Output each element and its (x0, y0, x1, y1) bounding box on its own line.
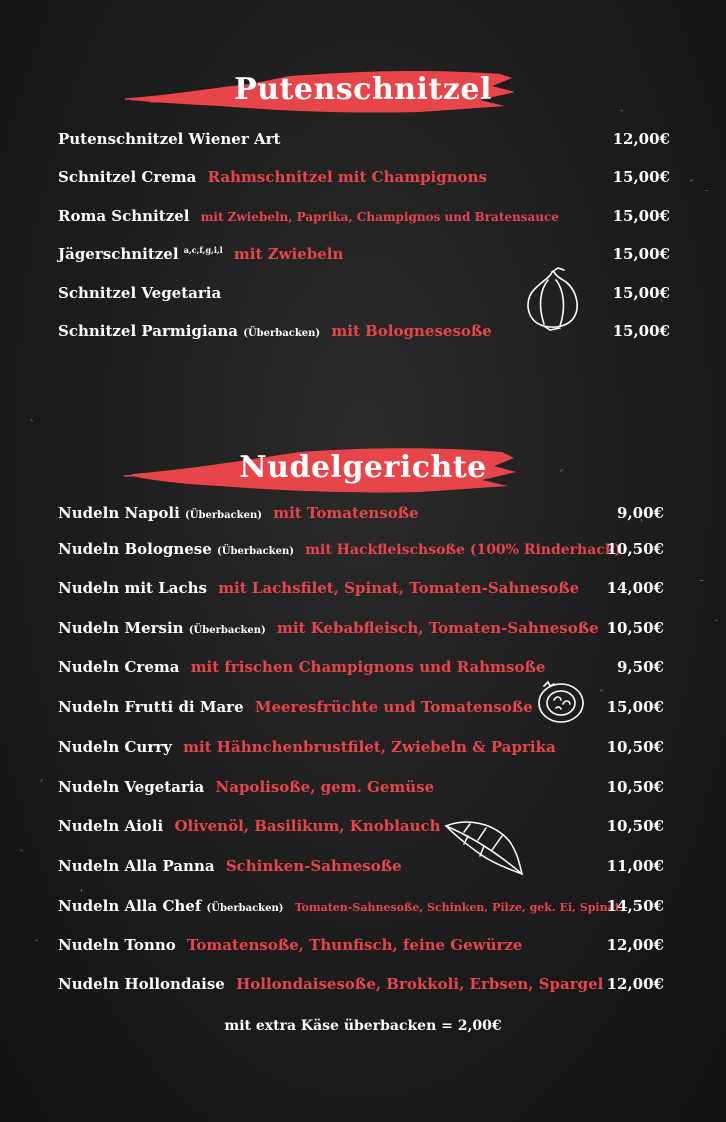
item-name: Jägerschnitzel (58, 245, 179, 263)
item-price: 15,00€ (612, 245, 670, 263)
speck (30, 419, 33, 422)
item-name: Nudeln Alla Chef (58, 897, 202, 915)
menu-item (58, 975, 670, 1003)
speck (20, 849, 23, 852)
item-price: 9,50€ (617, 658, 664, 676)
item-name: Nudeln Alla Panna (58, 857, 215, 875)
tomato-icon (534, 676, 588, 726)
item-description: mit Hähnchenbrustfilet, Zwiebeln & Paprika (183, 738, 556, 756)
speck (81, 889, 83, 892)
item-name: Nudeln Frutti di Mare (58, 698, 244, 716)
item-name: Nudeln Tonno (58, 936, 176, 954)
menu-item (58, 778, 670, 806)
menu-item (58, 130, 670, 158)
item-description: mit frischen Champignons und Rahmsoße (190, 658, 546, 676)
item-name: Nudeln Curry (58, 738, 172, 756)
item-name: Schnitzel Parmigiana (58, 322, 238, 340)
item-name: Nudeln Vegetaria (58, 778, 205, 796)
item-name: Nudeln Crema (58, 658, 180, 676)
speck (35, 940, 38, 941)
item-description: Tomaten-Sahnesoße, Schinken, Pilze, gek. Ei, Spinat (294, 901, 620, 914)
item-description: Tomatensoße, Thunfisch, feine Gewürze (186, 936, 523, 954)
item-name: Roma Schnitzel (58, 207, 190, 225)
item-price: 10,50€ (606, 778, 664, 796)
item-note: (Überbacken) (217, 546, 294, 557)
item-name: Nudeln mit Lachs (58, 579, 207, 597)
menu-item (58, 738, 670, 766)
menu-item (58, 936, 670, 964)
item-price: 10,50€ (606, 619, 664, 637)
item-price: 14,00€ (606, 579, 664, 597)
item-description: Rahmschnitzel mit Champignons (207, 168, 488, 186)
speck (690, 180, 693, 182)
item-note: (Überbacken) (243, 328, 321, 339)
menu-item (58, 540, 670, 568)
onion-icon (520, 266, 584, 332)
section-header (0, 440, 726, 500)
footer-note: mit extra Käse überbacken = 2,00€ (224, 1018, 502, 1034)
menu-item (58, 504, 670, 532)
speck (705, 190, 708, 191)
allergen-codes: a,c,f,g,i,l (183, 245, 223, 255)
section-header (0, 62, 726, 122)
item-price: 12,00€ (606, 936, 664, 954)
item-name: Putenschnitzel Wiener Art (58, 130, 281, 148)
section-title: Nudelgerichte (239, 450, 487, 485)
item-description: mit Lachsfilet, Spinat, Tomaten-Sahnesoße (218, 579, 580, 597)
item-name: Nudeln Hollondaise (58, 975, 225, 993)
item-name: Schnitzel Vegetaria (58, 284, 222, 302)
item-description: mit Kebabfleisch, Tomaten-Sahnesoße (276, 619, 599, 637)
item-note: (Überbacken) (188, 625, 266, 636)
item-note: (Überbacken) (206, 903, 284, 914)
item-price: 15,00€ (606, 698, 664, 716)
item-price: 10,50€ (606, 540, 664, 558)
item-description: mit Bolognesesoße (331, 322, 492, 340)
section-title: Putenschnitzel (234, 72, 492, 107)
speck (600, 690, 603, 692)
speck (40, 779, 42, 782)
menu-item (58, 817, 670, 845)
speck (700, 580, 703, 581)
item-price: 9,00€ (617, 504, 664, 522)
item-price: 15,00€ (612, 322, 670, 340)
item-description: mit Tomatensoße (273, 504, 419, 522)
item-price: 15,00€ (612, 207, 670, 225)
item-description: Schinken-Sahnesoße (225, 857, 402, 875)
item-name: Nudeln Aioli (58, 817, 164, 835)
item-price: 10,50€ (606, 817, 664, 835)
item-description: Olivenöl, Basilikum, Knoblauch (174, 817, 441, 835)
item-note: (Überbacken) (185, 510, 262, 521)
item-name: Schnitzel Crema (58, 168, 197, 186)
item-description: Meeresfrüchte und Tomatensoße (254, 698, 533, 716)
item-description: mit Hackfleischsoße (100% Rinderhack) (305, 542, 622, 558)
item-price: 12,00€ (606, 975, 664, 993)
item-description: Napolisoße, gem. Gemüse (215, 778, 435, 796)
basil-leaf-icon (442, 814, 526, 878)
item-price: 11,00€ (606, 857, 664, 875)
menu-item (58, 579, 670, 607)
item-price: 14,50€ (606, 897, 664, 915)
item-description: Hollondaisesoße, Brokkoli, Erbsen, Spargel (236, 975, 604, 993)
item-name: Nudeln Napoli (58, 504, 180, 522)
menu-item (58, 619, 670, 647)
speck (715, 620, 718, 621)
item-price: 12,00€ (612, 130, 670, 148)
menu-item (58, 168, 670, 196)
menu-item (58, 857, 670, 885)
item-name: Nudeln Bolognese (58, 540, 212, 558)
menu-item (58, 897, 670, 925)
item-price: 15,00€ (612, 168, 670, 186)
menu-item (58, 207, 670, 235)
item-description: mit Zwiebeln (233, 245, 344, 263)
item-price: 15,00€ (612, 284, 670, 302)
item-price: 10,50€ (606, 738, 664, 756)
item-description: mit Zwiebeln, Paprika, Champignos und Bratensauce (200, 210, 559, 224)
item-name: Nudeln Mersin (58, 619, 184, 637)
